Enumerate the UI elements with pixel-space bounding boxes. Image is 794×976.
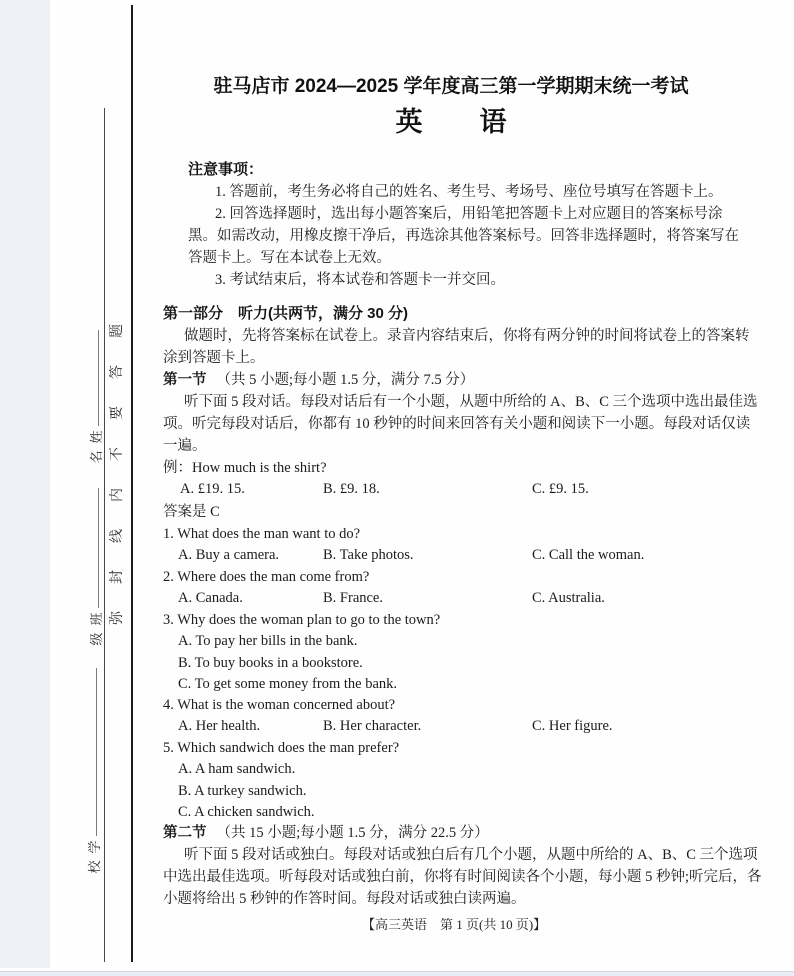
section2-meta: （共 15 小题;每小题 1.5 分，满分 22.5 分） — [216, 825, 489, 841]
seal-rule-outer — [131, 5, 133, 962]
section2-direction-line-3: 小题将给出 5 秒钟的作答时间。每段对话或独白读两遍。 — [163, 891, 526, 907]
scan-left-margin-band — [0, 0, 50, 968]
section1-label: 第一节 — [163, 372, 207, 388]
class-blank-line — [98, 488, 99, 608]
example-answer: 答案是 C — [163, 504, 220, 520]
question-3-option-a: A. To pay her bills in the bank. — [178, 633, 358, 649]
question-2-option-c: C. Australia. — [532, 590, 605, 606]
class-label-char: 级 — [89, 632, 104, 646]
section2-direction-line-1: 听下面 5 段对话或独白。每段对话或独白后有几个小题，从题中所给的 A、B、C 三个选项 — [184, 847, 758, 863]
part1-heading: 第一部分 听力(共两节，满分 30 分) — [163, 305, 409, 322]
seal-rule-inner — [104, 108, 105, 962]
example-option-c: C. £9. 15. — [532, 481, 589, 497]
school-label-char: 学 — [87, 840, 102, 854]
part1-intro-line-1: 做题时，先将答案标在试卷上。录音内容结束后，你将有两分钟的时间将试卷上的答案转 — [184, 328, 750, 344]
exam-subject-title — [131, 100, 771, 139]
seal-char: 题 — [110, 324, 125, 338]
question-5: 5. Which sandwich does the man prefer? — [163, 740, 400, 756]
name-label-char: 名 — [89, 450, 104, 464]
question-1-option-a: A. Buy a camera. — [178, 547, 280, 563]
question-4-option-a: A. Her health. — [178, 718, 261, 734]
question-3-option-b: B. To buy books in a bookstore. — [178, 655, 363, 671]
example-option-a: A. £19. 15. — [180, 481, 245, 497]
seal-char: 内 — [110, 488, 125, 502]
subject-char: 语 — [479, 107, 507, 137]
question-3: 3. Why does the woman plan to go to the town? — [163, 612, 441, 628]
class-label-char: 班 — [89, 612, 104, 626]
section2-heading — [163, 825, 489, 842]
question-4-option-b: B. Her character. — [323, 718, 422, 734]
exam-title: 驻马店市 2024—2025 学年度高三第一学期期末统一考试 — [213, 76, 689, 97]
question-5-option-b: B. A turkey sandwich. — [178, 783, 307, 799]
scan-bottom-edge-band — [0, 971, 794, 976]
question-1-option-c: C. Call the woman. — [532, 547, 645, 563]
notice-item-1: 1. 答题前，考生务必将自己的姓名、考生号、考场号、座位号填写在答题卡上。 — [215, 184, 723, 200]
section1-direction-line-1: 听下面 5 段对话。每段对话后有一个小题，从题中所给的 A、B、C 三个选项中选出最佳选 — [184, 394, 758, 410]
part1-intro-line-2: 涂到答题卡上。 — [163, 350, 265, 366]
question-5-option-a: A. A ham sandwich. — [178, 761, 296, 777]
name-label-char: 姓 — [89, 430, 104, 444]
school-blank-line — [96, 668, 97, 836]
notice-item-2-line-2: 黑。如需改动，用橡皮擦干净后，再选涂其他答案标号。回答非选择题时，将答案写在 — [188, 228, 739, 244]
notice-heading: 注意事项： — [188, 161, 264, 178]
page-footer: 【高三英语 第 1 页(共 10 页)】 — [362, 917, 547, 932]
example-prompt: 例：How much is the shirt? — [163, 460, 327, 476]
example-option-b: B. £9. 18. — [323, 481, 380, 497]
seal-char: 要 — [110, 406, 125, 420]
seal-char: 线 — [110, 529, 125, 543]
seal-warning-text — [111, 324, 125, 625]
notice-item-2-line-1: 2. 回答选择题时，选出每小题答案后，用铅笔把答题卡上对应题目的答案标号涂 — [215, 206, 723, 222]
section2-direction-line-2: 中选出最佳选项。听每段对话或独白前，你将有时间阅读各个小题，每小题 5 秒钟;听完后，各 — [163, 869, 762, 885]
section1-meta: （共 5 小题;每小题 1.5 分，满分 7.5 分） — [216, 372, 475, 388]
question-2-option-a: A. Canada. — [178, 590, 243, 606]
notice-item-3: 3. 考试结束后，将本试卷和答题卡一并交回。 — [215, 272, 505, 288]
question-1-option-b: B. Take photos. — [323, 547, 414, 563]
seal-char: 不 — [110, 447, 125, 461]
school-label-char: 校 — [87, 860, 102, 874]
section2-label: 第二节 — [163, 825, 207, 841]
seal-char: 答 — [110, 365, 125, 379]
name-field-label — [90, 430, 104, 464]
section1-direction-line-2: 项。听完每段对话后，你都有 10 秒钟的时间来回答有关小题和阅读下一小题。每段对话仅读 — [163, 416, 751, 432]
question-2: 2. Where does the man come from? — [163, 569, 370, 585]
seal-char: 弥 — [110, 611, 125, 625]
notice-item-2-line-3: 答题卡上。写在本试卷上无效。 — [188, 250, 391, 266]
seal-char: 封 — [110, 570, 125, 584]
question-2-option-b: B. France. — [323, 590, 383, 606]
question-3-option-c: C. To get some money from the bank. — [178, 676, 398, 692]
question-5-option-c: C. A chicken sandwich. — [178, 804, 315, 820]
section1-direction-line-3: 一遍。 — [163, 438, 207, 454]
school-field-label — [88, 840, 102, 874]
section1-heading — [163, 372, 474, 389]
question-4: 4. What is the woman concerned about? — [163, 697, 396, 713]
name-blank-line — [98, 330, 99, 426]
subject-char: 英 — [395, 107, 423, 137]
question-4-option-c: C. Her figure. — [532, 718, 613, 734]
class-field-label — [90, 612, 104, 646]
question-1: 1. What does the man want to do? — [163, 526, 361, 542]
